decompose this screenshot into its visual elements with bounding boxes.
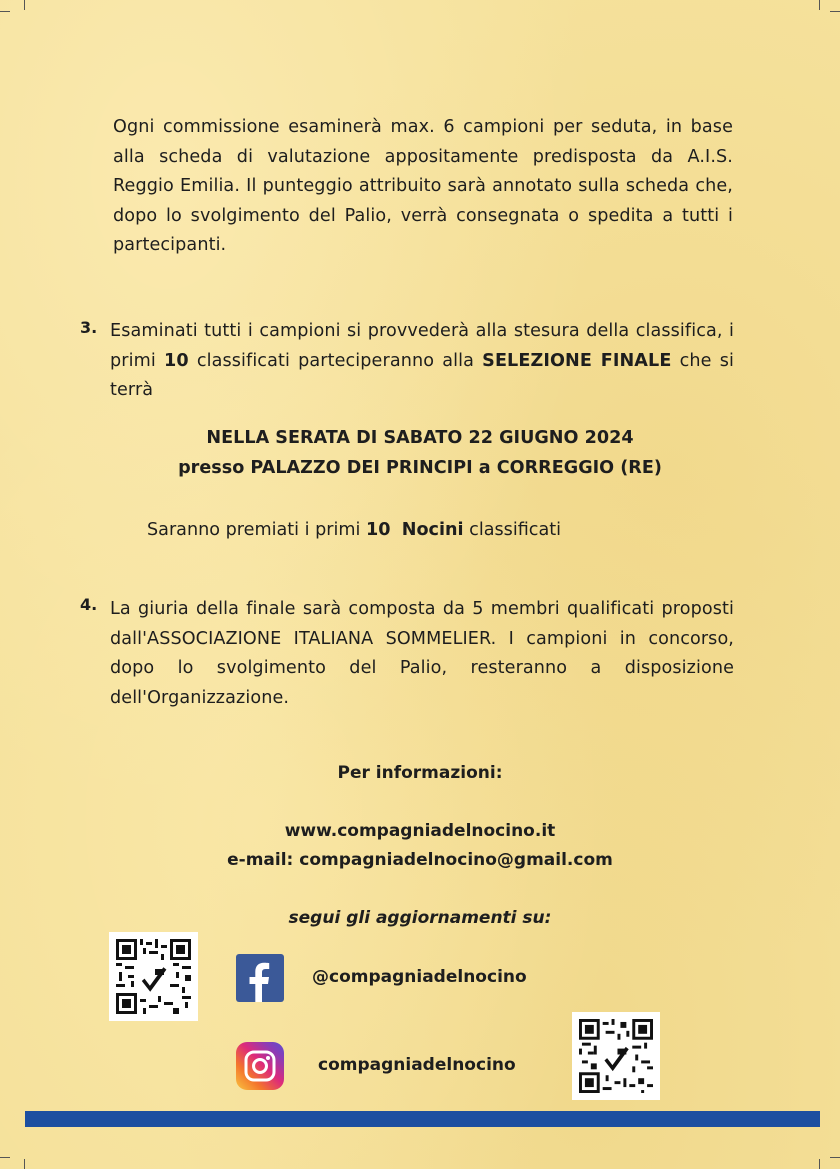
item-number-4: 4. [80, 595, 98, 614]
prizes-text-a: Saranno premiati i primi [147, 520, 367, 540]
qr-code-pattern [579, 1019, 653, 1093]
info-heading: Per informazioni: [337, 763, 503, 783]
item-3-bold-final: SELEZIONE FINALE [482, 350, 672, 371]
instagram-handle[interactable]: compagniadelnocino [318, 1055, 516, 1075]
qr-code[interactable] [109, 932, 198, 1021]
item-3-text-c: che si terrà [110, 350, 734, 400]
qr-code[interactable] [572, 1012, 660, 1100]
item-3-text-b: classificati parteciperanno alla [188, 350, 483, 371]
event-location: presso PALAZZO DEI PRINCIPI a CORREGGIO (RE) [178, 458, 662, 478]
intro-paragraph: Ogni commissione esaminerà max. 6 campioni per seduta, in base alla scheda di valutazione appositamente predisposta da A.I.S. Reggio Emilia. Il punteggio attribuito sarà annotato sulla scheda che, dopo lo svolgimento del Palio, verrà consegnata o spedita a tutti i partecipanti. [113, 117, 733, 255]
crop-mark [819, 0, 820, 10]
event-date: NELLA SERATA DI SABATO 22 GIUGNO 2024 [206, 428, 634, 448]
instagram-icon [236, 1042, 284, 1090]
follow-heading: segui gli aggiornamenti su: [288, 908, 552, 928]
footer-bar [25, 1111, 820, 1127]
facebook-handle[interactable]: @compagniadelnocino [312, 967, 527, 987]
crop-mark [830, 11, 840, 12]
prizes-line [147, 520, 561, 540]
crop-mark [24, 0, 25, 10]
item-3-text-a: Esaminati tutti i campioni si provvederà alla stesura della classifica, i primi [110, 321, 734, 371]
facebook-icon [236, 954, 284, 1002]
prizes-text-b: classificati [463, 520, 562, 540]
crop-mark [24, 1159, 25, 1169]
item-number-3: 3. [80, 318, 98, 337]
crop-mark [0, 1157, 10, 1158]
item-3-bold-count: 10 [164, 350, 189, 371]
crop-mark [0, 11, 10, 12]
website-link[interactable]: www.compagniadelnocino.it [284, 821, 556, 841]
instagram-button[interactable] [236, 1042, 284, 1090]
prizes-bold-nocini: Nocini [401, 520, 464, 540]
facebook-button[interactable] [236, 954, 284, 1002]
crop-mark [830, 1157, 840, 1158]
item-3-paragraph [110, 317, 734, 406]
crop-mark [819, 1159, 820, 1169]
qr-code-pattern [116, 939, 191, 1014]
email-link[interactable]: e-mail: compagniadelnocino@gmail.com [227, 850, 613, 870]
prizes-bold-count: 10 [366, 520, 391, 540]
item-4-paragraph: La giuria della finale sarà composta da 5 membri qualificati proposti dall'ASSOCIAZIONE ITALIANA SOMMELIER. I campioni in concorso, dopo lo svolgimento del Palio, resteranno a disposizione dell'Organizzazione. [110, 599, 734, 708]
